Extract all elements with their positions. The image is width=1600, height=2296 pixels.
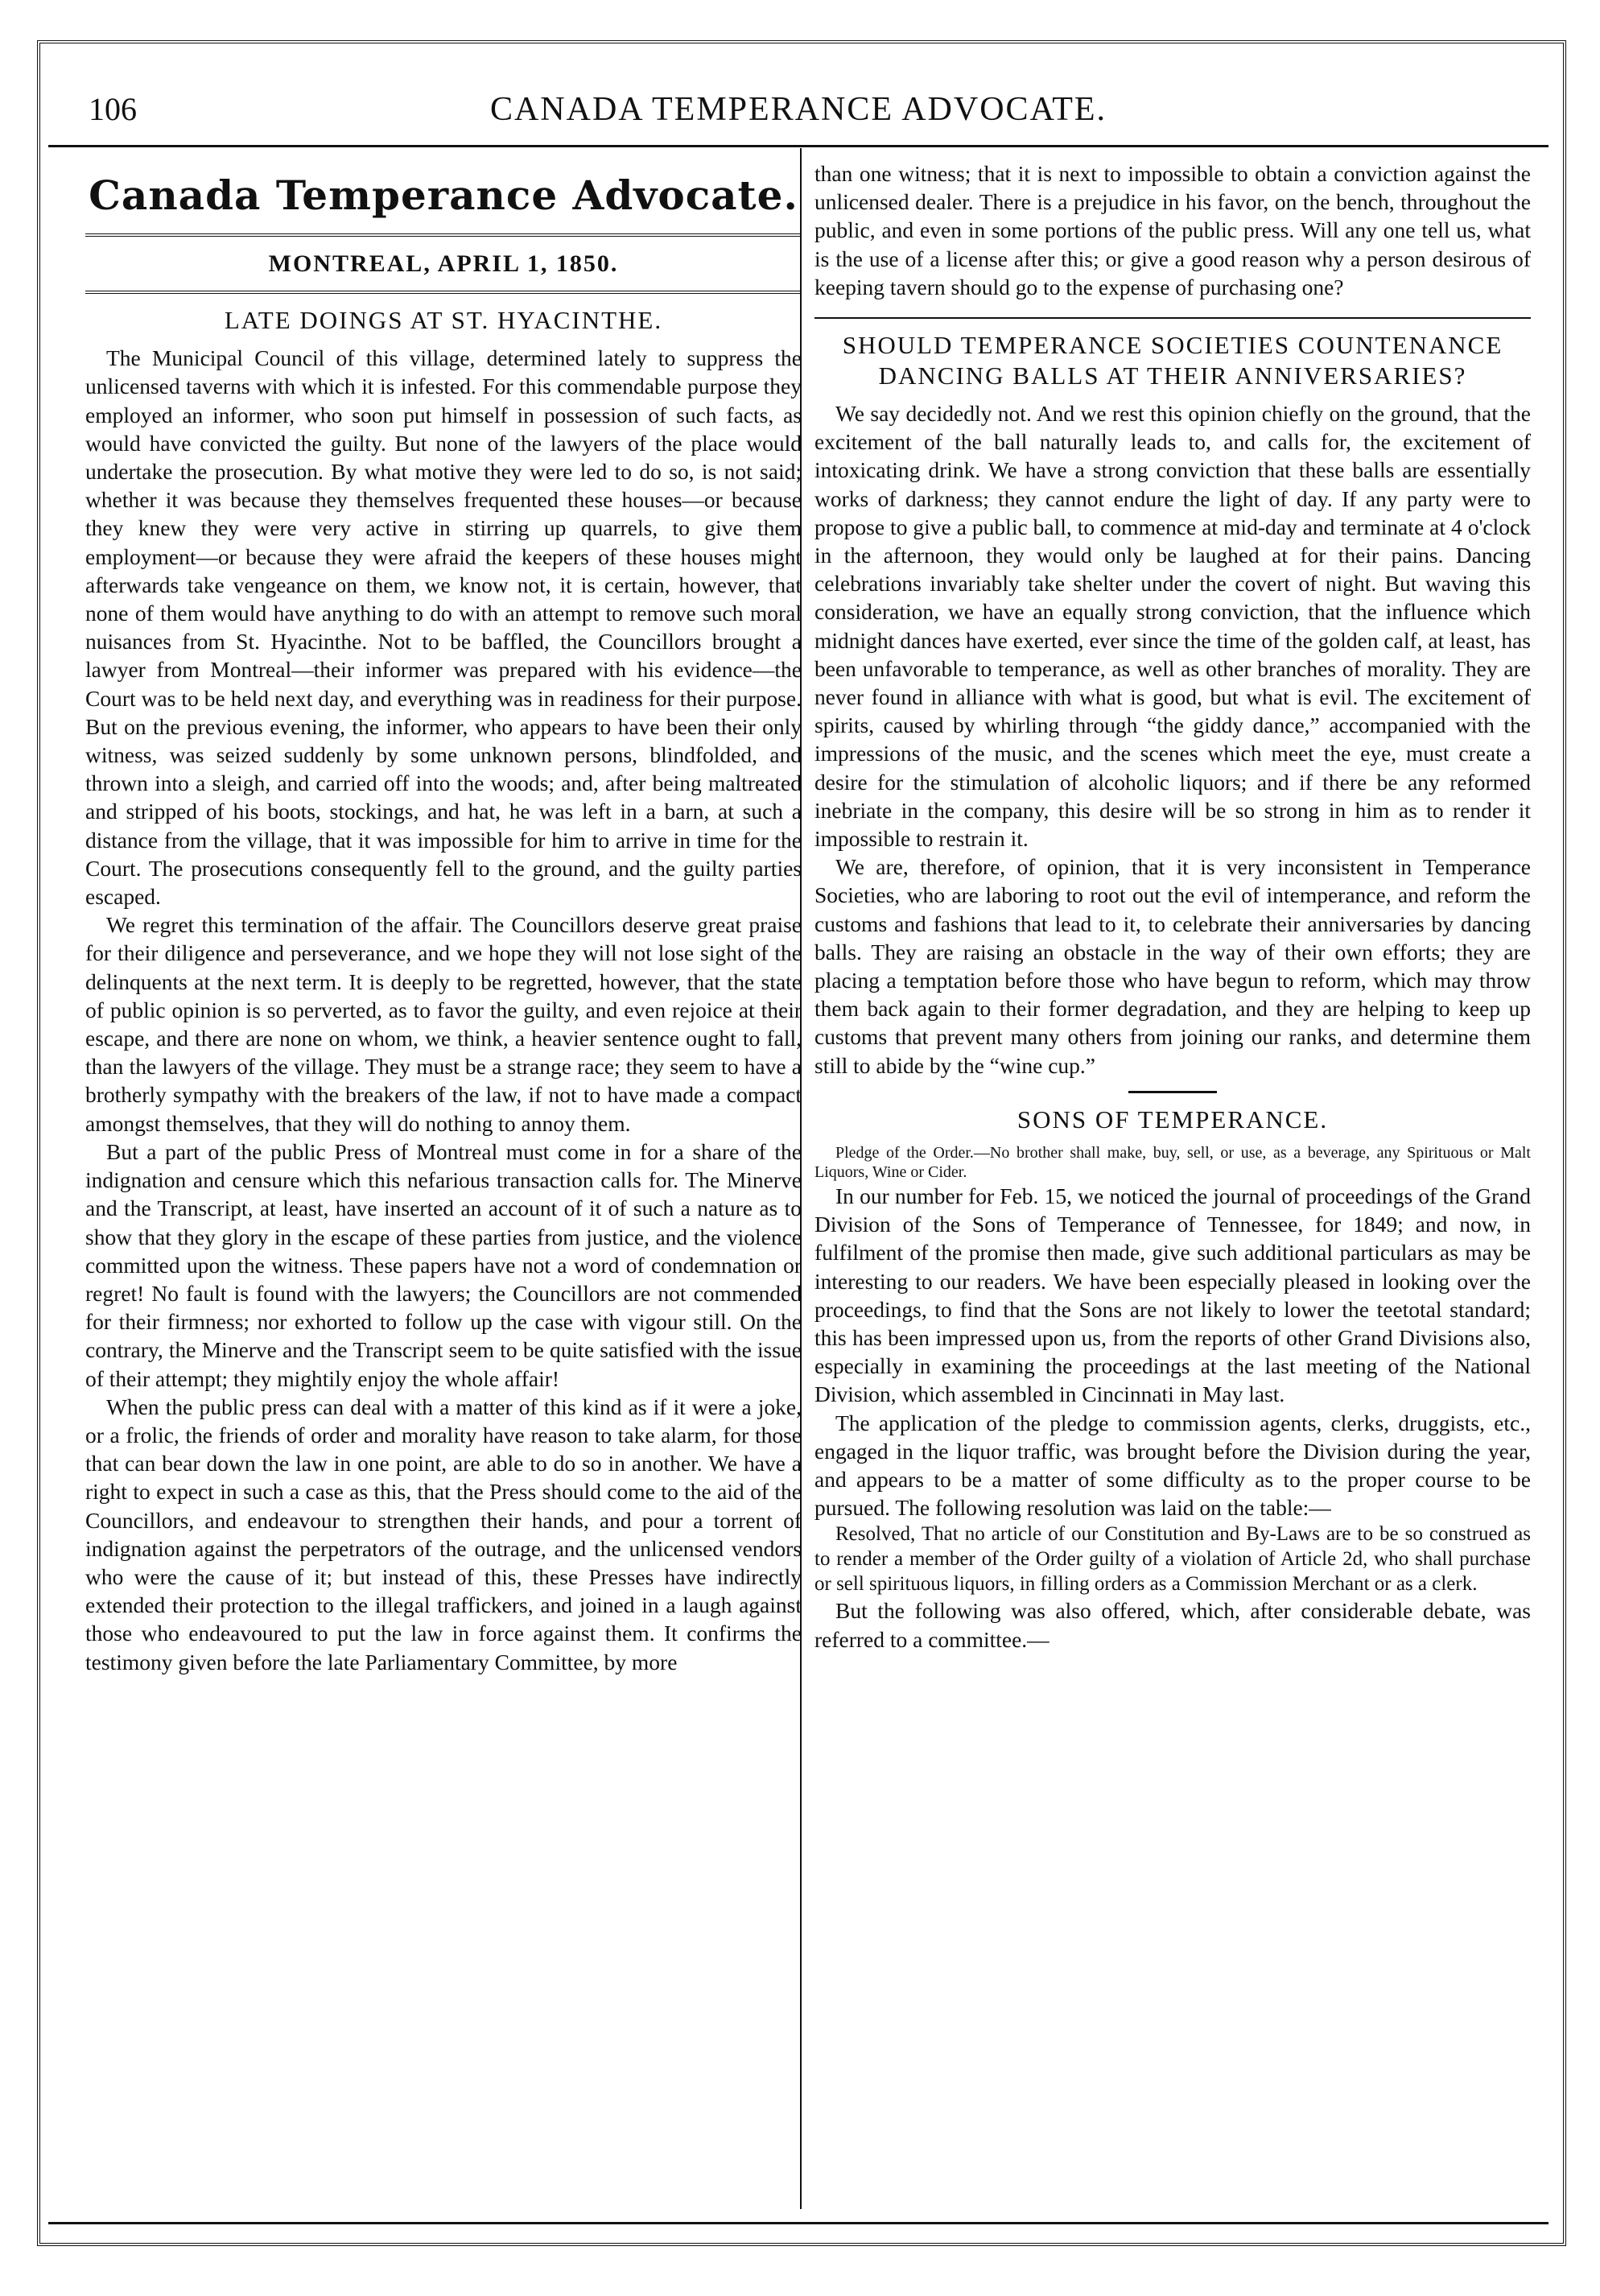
paragraph: We are, therefore, of opinion, that it is very inconsistent in Temperance Societies, who are laboring to root out the evil of intemperance, and reform the customs and fashions that lead to it, to celebrate their anniversaries by dancing balls. They are raising an obstacle in the way of their own efforts; they are placing a temptation before those who have begun to reform, which may throw them back again to their former degradation, and they are helping to keep up customs that prevent many others from joining our ranks, and determine them still to abide by the “wine cup.” [814,854,1531,1078]
running-header [48,90,1548,138]
paragraph: The Municipal Council of this village, determined lately to suppress the unlicensed taverns with which it is infested. For this commendable purpose they employed an informer, who soon put himself in possession of such facts, as would have convicted the guilty. But none of the lawyers of the place would undertake the prosecution. By what motive they were led to do so, is not said; whether it was because they themselves frequented these houses—or because they knew they were very active in stirring up quarrels, to give them employment—or because they were afraid the keepers of these houses might afterwards take vengeance on them, we know not, it is certain, however, that none of them would have anything to do with an attempt to remove such moral nuisances from St. Hyacinthe. Not to be baffled, the Councillors brought a lawyer from Montreal—their informer was prepared with his evidence—the Court was to be held next day, and everything was in readiness for their purpose. But on the previous evening, the informer, who appears to have been their only witness, was seized suddenly by some unknown persons, blindfolded, and thrown into a sleigh, and carried off into the woods; and, after being maltreated and stripped of his boots, stockings, and hat, he was left in a barn, at such a distance from the village, that it was impossible for him to arrive in time for the Court. The prosecutions consequently fell to the ground, and the guilty parties escaped. [85,345,802,910]
paragraph: But the following was also offered, which, after considerable debate, was referred to a committee.— [814,1598,1531,1652]
article-title-dancing-balls: SHOULD TEMPERANCE SOCIETIES COUNTENANCE DANCING BALLS AT THEIR ANNIVERSARIES? [842,331,1503,390]
right-column [814,159,1531,1654]
header-rule [48,145,1548,147]
running-title: CANADA TEMPERANCE ADVOCATE. [489,91,1107,128]
section-rule [814,317,1531,319]
paragraph: When the public press can deal with a matter of this kind as if it were a joke, or a frolic, the friends of order and morality have reason to take alarm, for those that can bear down the law in one point, are able to do so in another. We have a right to expect in such a case as this, that the Press should come to the aid of the Councillors, and endeavour to strengthen their hands, and pour a torrent of indignation against the perpetrators of the outrage, and the unlicensed vendors who were the cause of it; but instead of this, these Presses have indirectly extended their protection to the illegal traffickers, and joined in a laugh against those who endeavoured to put the law in force against them. It confirms the testimony given before the late Parliamentary Committee, by more [85,1394,802,1675]
left-column [85,159,802,1676]
paragraph: In our number for Feb. 15, we noticed the journal of proceedings of the Grand Division of the Sons of Temperance of Tennessee, for 1849; and now, in fulfilment of the promise then made, give such additional particulars as may be interesting to our readers. We have been especially pleased in looking over the proceedings, to find that the Sons are not likely to lower the teetotal standard; this has been impressed upon us, from the reports of other Grand Divisions also, especially in examining the proceedings at the last meeting of the National Division, which assembled in Cincinnati in May last. [814,1183,1531,1407]
section-rule [1128,1091,1217,1093]
dateline: MONTREAL, APRIL 1, 1850. [268,250,619,277]
continuation-paragraph: than one witness; that it is next to impossible to obtain a conviction against the unlicensed dealer. There is a prejudice in his favor, on the bench, throughout the public, and even in some portions of the public press. Will any one tell us, what is the use of a license after this; or give a good reason why a person desirous of keeping tavern should go to the expense of purchasing one? [814,161,1531,299]
paragraph: We regret this termination of the affair. The Councillors deserve great praise for their diligence and perseverance, and we hope they will not lose sight of the delinquents at the next term. It is deeply to be regretted, however, that the state of public opinion is so perverted, as to favor the guilty, and even rejoice at their escape, and there are none on whom, we think, a heavier sentence ought to fall, than the lawyers of the village. They must be a strange race; they seem to have a brotherly sympathy with the breakers of the law, if not to have made a compact amongst themselves, that they will do nothing to annoy them. [85,912,802,1136]
paragraph: The application of the pledge to commission agents, clerks, druggists, etc., engaged in the liquor traffic, was brought before the Division during the year, and appears to be a matter of some difficulty as to the proper course to be pursued. The following resolution was laid on the table:— [814,1410,1531,1521]
article-title-st-hyacinthe: LATE DOINGS AT ST. HYACINTHE. [224,306,663,335]
page-number: 106 [89,91,137,127]
dateline-rule [85,291,802,294]
masthead: Canada Temperance Advocate. [89,171,798,219]
footer-rule [48,2222,1548,2224]
masthead-rule [85,233,802,237]
paragraph: But a part of the public Press of Montreal must come in for a share of the indignation and censure which this nefarious transaction calls for. The Minerve and the Transcript, at least, have inserted an account of it of such a nature as to show that they glory in the escape of these parties from justice, and the violence committed upon the witness. These papers have not a word of condemnation or regret! No fault is found with the lawyers; the Councillors are not commended for their firmness; nor exhorted to follow up the case with vigour still. On the contrary, the Minerve and the Transcript seem to be quite satisfied with the issue of their attempt; they mightily enjoy the whole affair! [85,1138,802,1391]
article-title-sons-of-temperance: SONS OF TEMPERANCE. [1016,1105,1329,1134]
resolution-paragraph: Resolved, That no article of our Constitution and By-Laws are to be so construed as to render a member of the Order guilty of a violation of Article 2d, who shall purchase or sell spirituous liquors, in filling orders as a Commission Merchant or as a clerk. [814,1523,1531,1596]
paragraph: We say decidedly not. And we rest this opinion chiefly on the ground, that the excitement of the ball naturally leads to, and calls for, the excitement of intoxicating drink. We have a strong conviction that these balls are essentially works of darkness; they cannot endure the light of day. If any party were to propose to give a public ball, to commence at mid-day and terminate at 4 o'clock in the afternoon, they would only be laughed at for their pains. Dancing celebrations invariably take shelter under the covert of night. But waving this consideration, we have an equally strong conviction, that the influence which midnight dances have exerted, ever since the time of the golden calf, at least, has been unfavorable to temperance, as well as other branches of morality. They are never found in alliance with what is good, but what is evil. The excitement of spirits, caused by whirling through “the giddy dance,” accompanied with the impressions of the music, and the scenes which meet the eye, must create a desire for the stimulation of alcoholic liquors; and if there be any reformed inebriate in the company, this desire will be so strong in him as to render it impossible to restrain it. [814,401,1531,852]
pledge-of-order: Pledge of the Order.—No brother shall make, buy, sell, or use, as a beverage, any Spirituous or Malt Liquors, Wine or Cider. [814,1143,1531,1181]
